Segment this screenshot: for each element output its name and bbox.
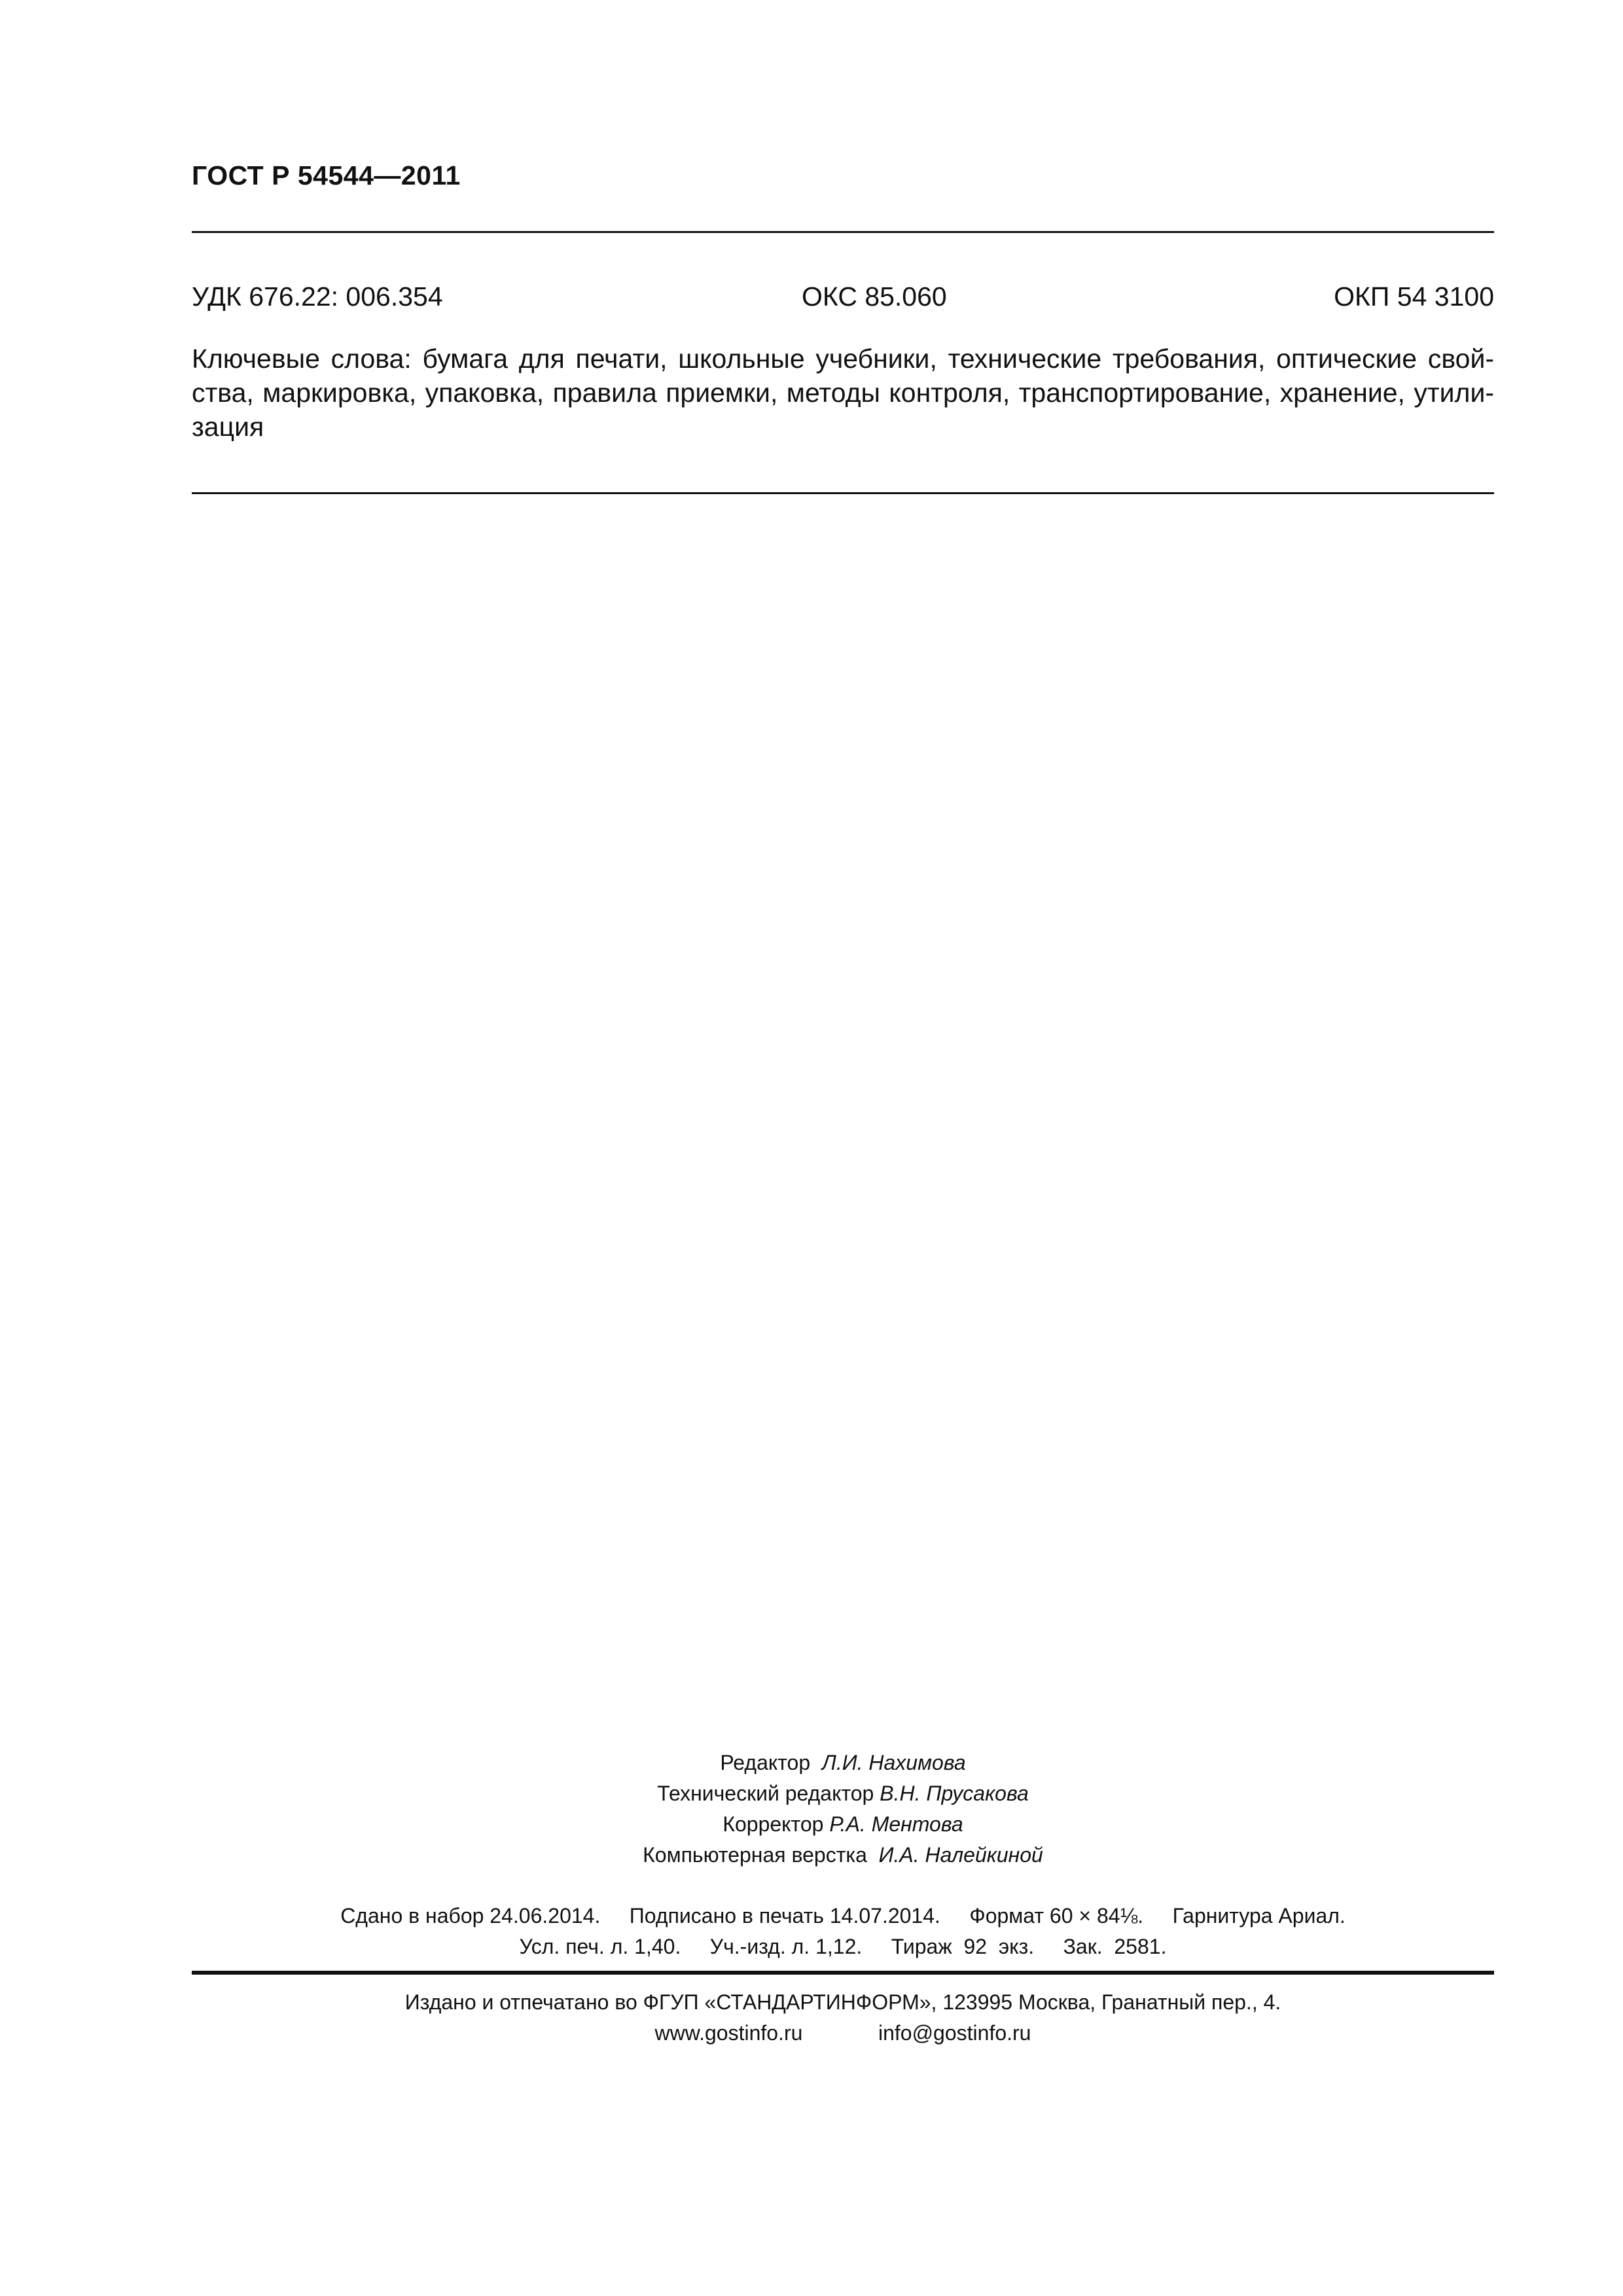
layout-label: Компьютерная верстка (643, 1843, 867, 1867)
keywords-divider (192, 492, 1494, 494)
classification-codes (192, 281, 1494, 314)
publisher-website: www.gostinfo.ru (654, 2021, 803, 2045)
udk-code: УДК 676.22: 006.354 (192, 281, 443, 312)
oks-code: ОКС 85.060 (802, 281, 947, 312)
okp-code: ОКП 54 3100 (1334, 281, 1494, 312)
keywords-block (192, 342, 1494, 444)
tech-editor-credit (0, 1778, 1623, 1809)
publisher-contacts (0, 2018, 1623, 2049)
editor-name: Л.И. Нахимова (821, 1751, 966, 1774)
imprint-line: Сдано в набор 24.06.2014. Подписано в печать 14.07.2014. Формат 60 × 84⅛. Гарнитура Ариал. (340, 1904, 1346, 1928)
publisher-email: info@gostinfo.ru (878, 2021, 1031, 2045)
corrector-name: Р.А. Ментова (829, 1812, 963, 1836)
layout-name: И.А. Налейкиной (878, 1843, 1043, 1867)
editor-label: Редактор (720, 1751, 811, 1774)
editorial-credits (0, 1748, 1623, 1871)
publisher-address: Издано и отпечатано во ФГУП «СТАНДАРТИНФОРМ», 123995 Москва, Гранатный пер., 4. (404, 1990, 1281, 2014)
tech-editor-label: Технический редактор (657, 1782, 874, 1805)
standard-number: ГОСТ Р 54544—2011 (192, 160, 461, 190)
imprint-line: Усл. печ. л. 1,40. Уч.-изд. л. 1,12. Тираж 92 экз. Зак. 2581. (519, 1935, 1167, 1958)
bottom-divider (192, 1971, 1494, 1975)
keywords-line: Ключевые слова: бумага для печати, школьные учебники, технические требования, оптические свой- (192, 344, 1494, 374)
top-divider (192, 231, 1494, 233)
corrector-credit (0, 1809, 1623, 1840)
layout-credit (0, 1840, 1623, 1871)
keywords-line: зация (192, 412, 264, 442)
keywords-line: ства, маркировка, упаковка, правила приемки, методы контроля, транспортирование, хранение, утили- (192, 378, 1494, 408)
corrector-label: Корректор (722, 1812, 824, 1836)
editor-credit (0, 1748, 1623, 1778)
tech-editor-name: В.Н. Прусакова (880, 1782, 1029, 1805)
